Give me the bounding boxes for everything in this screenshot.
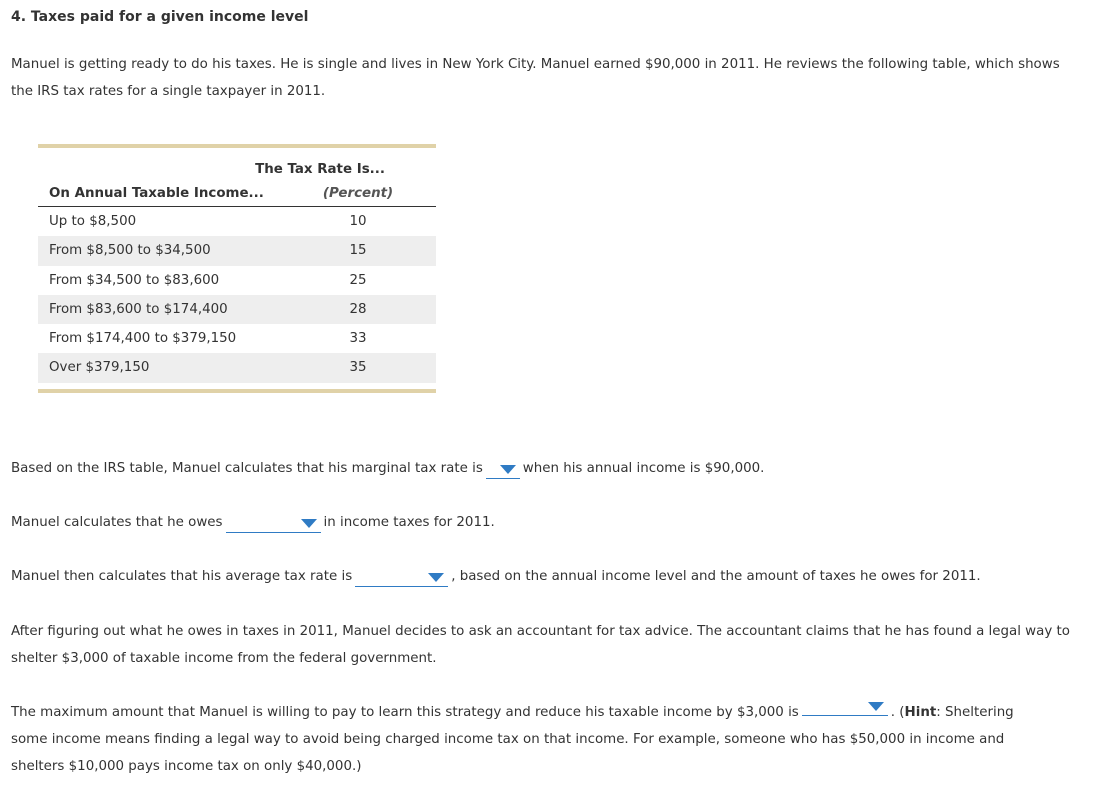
q4-text-after-dot: . ( [890,705,905,720]
rate-cell: 28 [349,301,367,317]
income-column-header: On Annual Taxable Income... [49,186,264,201]
question-title: 4. Taxes paid for a given income level [11,9,309,25]
taxes-owed-sentence [11,513,495,533]
rate-cell: 15 [349,243,367,259]
table-header [38,148,436,207]
accountant-paragraph: After figuring out what he owes in taxes in 2011, Manuel decides to ask an accountant for tax advice. The accountant claims that he has found a legal way to shelter $3,000 of taxable income from the federal government. [11,624,1070,666]
table-bottom-rule [38,389,436,393]
table-row [38,324,436,353]
marginal-rate-sentence [11,459,764,479]
income-cell: From $34,500 to $83,600 [49,272,220,288]
q3-text-before: Manuel then calculates that his average tax rate is [11,569,353,584]
max-payment-dropdown[interactable] [802,701,888,716]
rate-column-header: The Tax Rate Is... [255,162,385,177]
average-rate-dropdown[interactable] [355,568,448,587]
rate-cell: 10 [349,214,367,229]
q1-text-before: Based on the IRS table, Manuel calculates that his marginal tax rate is [11,461,483,476]
rate-cell: 25 [349,272,367,288]
income-cell: Over $379,150 [49,360,150,376]
tax-rate-table [38,144,436,393]
income-cell: Up to $8,500 [49,214,137,229]
table-row [38,207,436,236]
chevron-down-icon [301,519,317,528]
q1-text-after: when his annual income is $90,000. [522,461,765,476]
rate-cell: 35 [349,360,367,376]
income-cell: From $83,600 to $174,400 [49,301,228,317]
average-rate-sentence [11,567,981,587]
table-row [38,236,436,265]
hint-label: Hint [904,705,937,720]
income-cell: From $8,500 to $34,500 [49,243,211,259]
marginal-rate-dropdown[interactable] [486,460,520,479]
chevron-down-icon [428,573,444,582]
max-payment-paragraph [11,699,1051,780]
table-row [38,266,436,295]
income-cell: From $174,400 to $379,150 [49,331,237,347]
percent-subheader: (Percent) [322,186,394,201]
q4-text-before: The maximum amount that Manuel is willing to pay to learn this strategy and reduce his taxable income by $3,000 is [11,705,799,720]
chevron-down-icon [868,702,884,711]
table-row [38,353,436,382]
q2-text-before: Manuel calculates that he owes [11,515,223,530]
question-intro: Manuel is getting ready to do his taxes. He is single and lives in New York City. Manuel earned $90,000 in 2011. He reviews the following table, which shows the IRS tax rates for a single taxpayer in 2011. [11,57,1060,99]
hint-text: : Sheltering some income means finding a legal way to avoid being charged income tax on that income. For example, someone who has $50,000 in income and shelters $10,000 pays income tax on only $40,000.) [11,705,1014,774]
taxes-owed-dropdown[interactable] [226,514,321,533]
table-row [38,295,436,324]
chevron-down-icon [500,465,516,474]
q2-text-after: in income taxes for 2011. [323,515,495,530]
q3-text-after: , based on the annual income level and the amount of taxes he owes for 2011. [451,569,981,584]
rate-cell: 33 [349,331,367,347]
